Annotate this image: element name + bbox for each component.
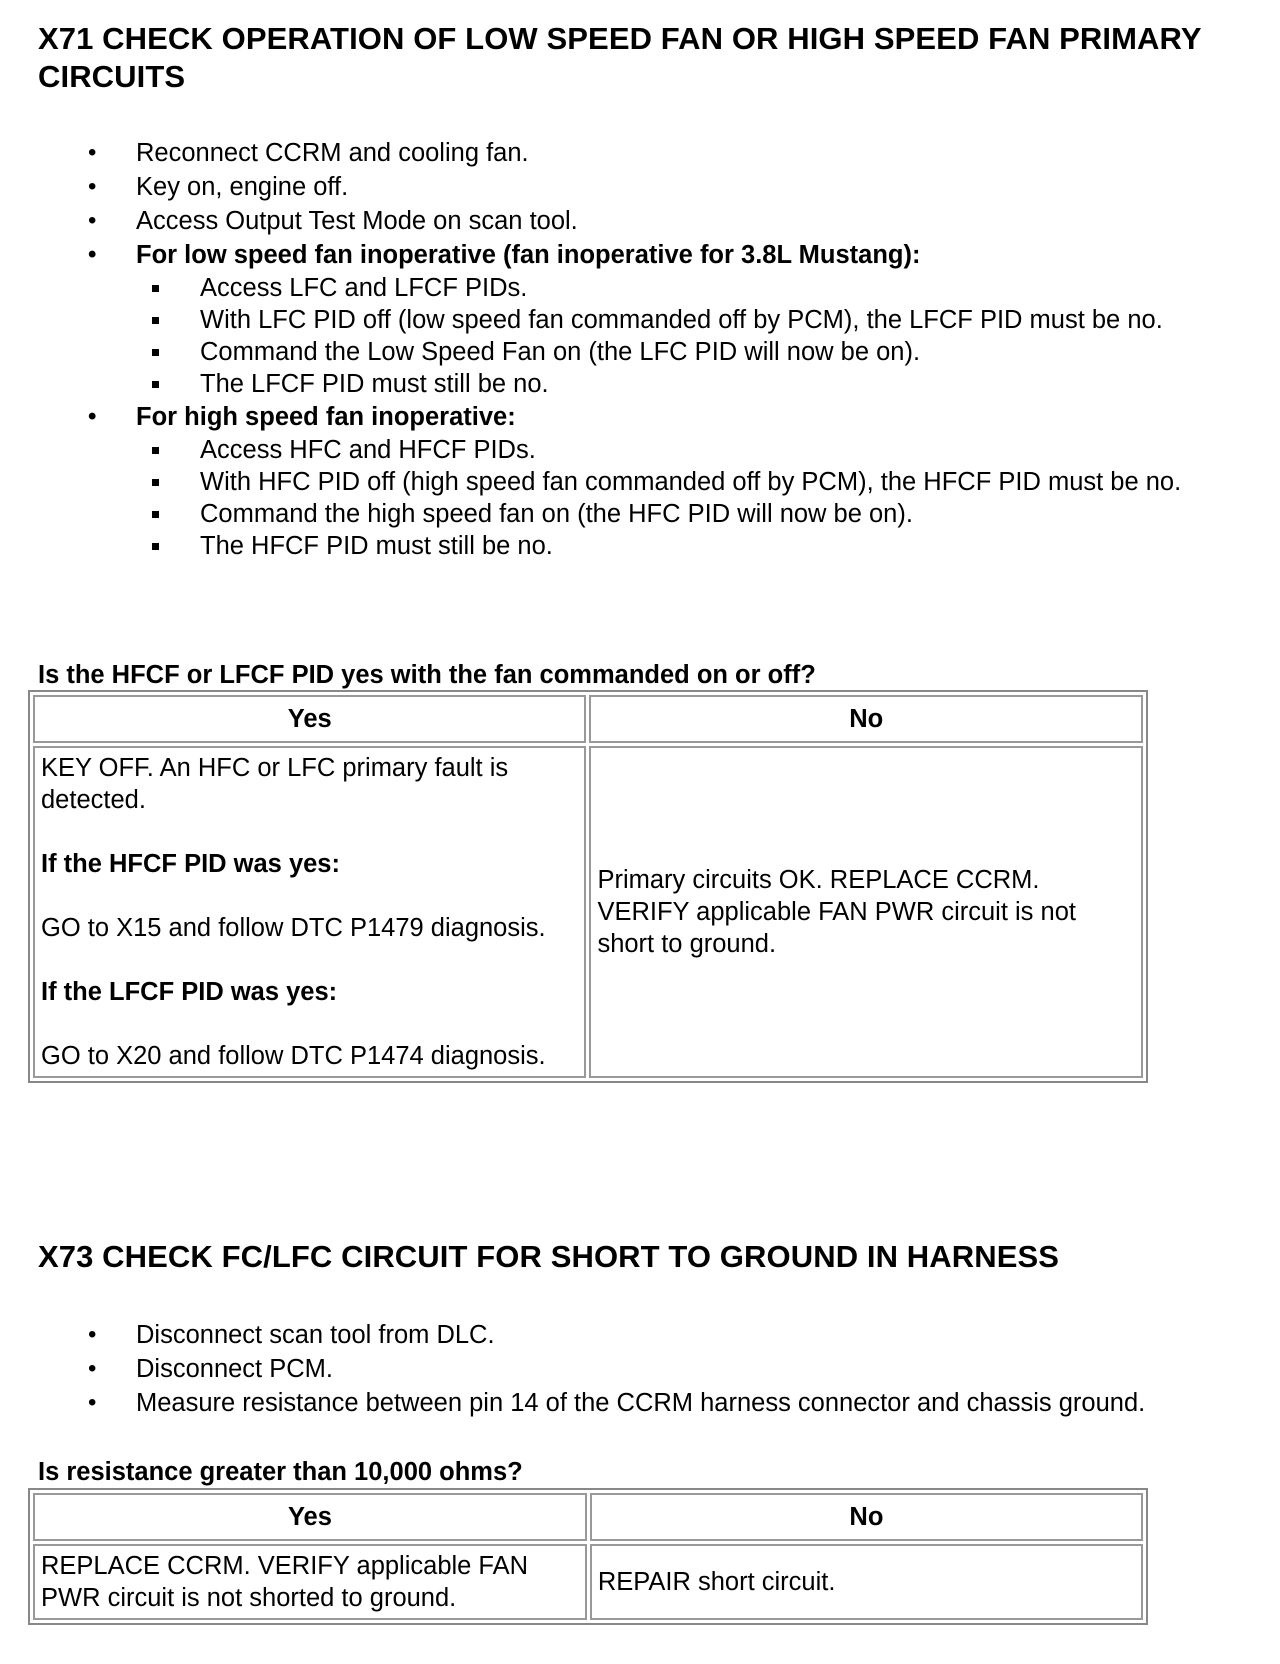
low-speed-substeps: [100, 272, 1246, 400]
table-header-row: [33, 695, 1143, 743]
yes-condition: If the HFCF PID was yes:: [41, 850, 340, 878]
substep-item: The HFCF PID must still be no.: [100, 530, 1280, 562]
table-row: [33, 1544, 1143, 1620]
step-item: • Reconnect CCRM and cooling fan.: [0, 136, 1246, 170]
high-speed-step: [0, 400, 1246, 562]
substep-item: Command the high speed fan on (the HFC PID will now be on).: [100, 498, 1280, 530]
low-speed-step: [0, 238, 1246, 400]
section-x73-decision-table: [28, 1488, 1148, 1625]
high-speed-heading: For high speed fan inoperative:: [136, 403, 516, 431]
table-row: [33, 746, 1143, 1078]
step-item: • Measure resistance between pin 14 of the CCRM harness connector and chassis ground.: [0, 1386, 1246, 1420]
substep-item: The LFCF PID must still be no.: [100, 368, 1280, 400]
section-x71-title: X71 CHECK OPERATION OF LOW SPEED FAN OR HIGH SPEED FAN PRIMARY CIRCUITS: [38, 21, 1202, 94]
substep-item: With HFC PID off (high speed fan commanded off by PCM), the HFCF PID must be no.: [100, 466, 1280, 498]
section-x71-steps: [0, 136, 1246, 562]
section-x73-title: X73 CHECK FC/LFC CIRCUIT FOR SHORT TO GROUND IN HARNESS: [38, 1239, 1060, 1274]
no-column-header: No: [589, 695, 1143, 743]
step-item: • Key on, engine off.: [0, 170, 1246, 204]
section-x73-steps: [0, 1318, 1246, 1420]
no-column-header: No: [590, 1493, 1143, 1541]
no-cell: [589, 746, 1143, 1078]
substep-item: Access HFC and HFCF PIDs.: [100, 434, 1280, 466]
yes-cell: [33, 1544, 587, 1620]
yes-text: GO to X20 and follow DTC P1474 diagnosis.: [41, 1042, 546, 1070]
yes-text: GO to X15 and follow DTC P1479 diagnosis.: [41, 914, 546, 942]
yes-text: REPLACE CCRM. VERIFY applicable FAN PWR circuit is not shorted to ground.: [41, 1552, 529, 1612]
step-item: • Disconnect PCM.: [0, 1352, 1246, 1386]
no-text: REPAIR short circuit.: [597, 1568, 836, 1596]
section-x71-decision-table: [28, 690, 1148, 1083]
low-speed-heading: For low speed fan inoperative (fan inoperative for 3.8L Mustang):: [136, 241, 921, 269]
yes-text: KEY OFF. An HFC or LFC primary fault is detected.: [41, 754, 509, 814]
step-item: • Access Output Test Mode on scan tool.: [0, 204, 1246, 238]
table-header-row: [33, 1493, 1143, 1541]
substep-item: With LFC PID off (low speed fan commanded off by PCM), the LFCF PID must be no.: [100, 304, 1280, 336]
no-cell: [590, 1544, 1143, 1620]
high-speed-substeps: [100, 434, 1246, 562]
yes-cell: [33, 746, 586, 1078]
substep-item: Access LFC and LFCF PIDs.: [100, 272, 1280, 304]
yes-condition: If the LFCF PID was yes:: [41, 978, 338, 1006]
yes-column-header: Yes: [33, 695, 586, 743]
section-x71-question: Is the HFCF or LFCF PID yes with the fan commanded on or off?: [38, 661, 816, 689]
section-x73-question: Is resistance greater than 10,000 ohms?: [38, 1458, 523, 1486]
yes-column-header: Yes: [33, 1493, 587, 1541]
substep-item: Command the Low Speed Fan on (the LFC PID will now be on).: [100, 336, 1280, 368]
step-item: • Disconnect scan tool from DLC.: [0, 1318, 1246, 1352]
no-text: Primary circuits OK. REPLACE CCRM. VERIFY applicable FAN PWR circuit is not short to ground.: [597, 866, 1076, 958]
